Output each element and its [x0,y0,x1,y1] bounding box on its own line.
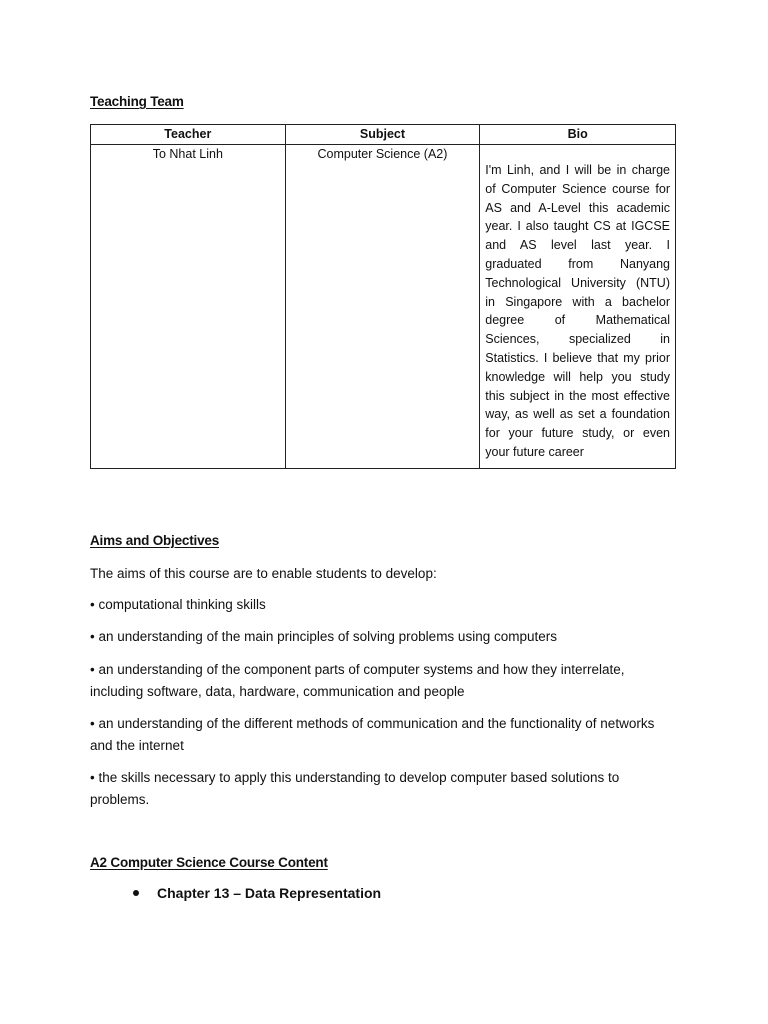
subject-column-header: Subject [285,125,480,145]
aim-item: • an understanding of the main principles of solving problems using computers [90,629,557,644]
bio-column-header: Bio [480,125,676,145]
table-header-row [91,125,676,145]
aim-item: • an understanding of the component parts of computer systems and how they interrelate, including software, data, hardware, communication and people [90,662,625,699]
chapter-list-item [133,885,381,901]
aim-item: • computational thinking skills [90,597,266,612]
course-content-heading: A2 Computer Science Course Content [90,855,328,870]
bio-text: I'm Linh, and I will be in charge of Computer Science course for AS and A-Level this academic year. I also taught CS at IGCSE and AS level last year. I graduated from Nanyang Technological University (NTU) in Singapore with a bachelor degree of Mathematical Sciences, specialized in Statistics. I believe that my prior knowledge will help you study this subject in the most effective way, as well as set a foundation for your future study, or even your future career [485,163,670,459]
teaching-team-table [90,124,676,469]
bullet-icon [133,890,139,896]
aims-intro-text: The aims of this course are to enable students to develop: [90,566,437,581]
aim-item: • the skills necessary to apply this understanding to develop computer based solutions to problems. [90,770,620,807]
table-row [91,145,676,469]
teacher-name-cell: To Nhat Linh [91,145,286,469]
subject-cell: Computer Science (A2) [285,145,480,469]
chapter-title: Chapter 13 – Data Representation [157,885,382,901]
bio-cell [480,145,676,469]
aims-heading: Aims and Objectives [90,533,219,548]
teaching-team-heading: Teaching Team [90,94,184,109]
aim-item: • an understanding of the different methods of communication and the functionality of networks and the internet [90,716,655,753]
teacher-column-header: Teacher [91,125,286,145]
